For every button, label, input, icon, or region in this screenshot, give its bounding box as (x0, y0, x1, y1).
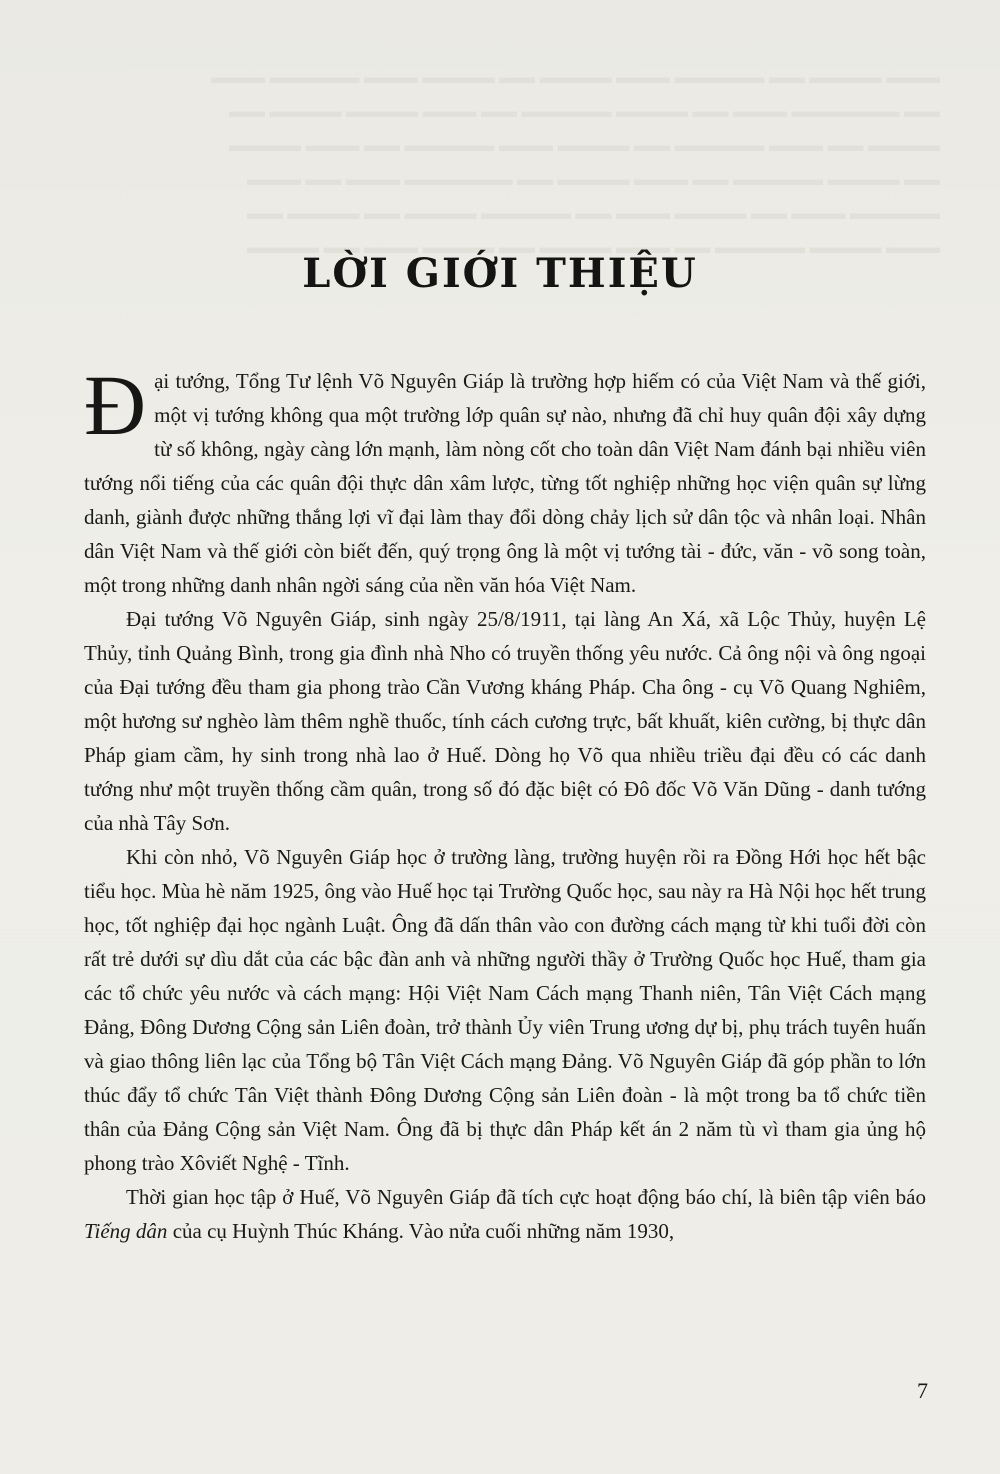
paragraph-4-text-after: của cụ Huỳnh Thúc Kháng. Vào nửa cuối những năm 1930, (167, 1219, 675, 1243)
paragraph-1 (84, 357, 926, 602)
page-title: LỜI GIỚI THIỆU (302, 250, 698, 297)
newspaper-title: Tiếng dân (84, 1219, 168, 1243)
page-number: 7 (917, 1378, 928, 1403)
paragraph-4-text-before: Thời gian học tập ở Huế, Võ Nguyên Giáp đã tích cực hoạt động báo chí, là biên tập viên báo (126, 1185, 926, 1209)
drop-cap: Đ (84, 357, 147, 453)
paragraph-4 (84, 1180, 926, 1248)
paragraph-1-text: ại tướng, Tổng Tư lệnh Võ Nguyên Giáp là trường hợp hiếm có của Việt Nam và thế giới, một vị tướng không qua một trường lớp quân sự nào, nhưng đã chỉ huy quân đội xây dựng từ số không, ngày càng lớn mạnh, làm nòng cốt cho toàn dân Việt Nam đánh bại nhiều viên tướng nổi tiếng của các quân đội thực dân xâm lược, từng tốt nghiệp những học viện quân sự lừng danh, giành được những thắng lợi vĩ đại làm thay đổi dòng chảy lịch sử dân tộc và nhân loại. Nhân dân Việt Nam và thế giới còn biết đến, quý trọng ông là một vị tướng tài - đức, văn - võ song toàn, một trong những danh nhân ngời sáng của nền văn hóa Việt Nam. (84, 369, 926, 597)
show-through-texture: ▬▬▬ ▬▬▬▬ ▬▬ ▬▬▬▬▬ ▬▬▬ ▬▬▬▬ ▬▬ ▬▬▬▬ ▬▬▬ ▬▬▬▬▬ ▬▬▬ ▬▬ ▬▬▬▬▬▬ ▬▬▬ ▬▬ ▬▬▬▬ ▬▬▬▬▬ ▬▬ ▬▬▬ ▬▬▬▬ ▬▬▬▬ ▬▬ ▬▬▬▬ ▬▬ ▬▬▬ ▬▬▬▬▬ ▬▬ ▬▬▬▬ ▬▬▬ ▬▬▬▬▬ ▬▬ ▬▬▬ ▬▬▬▬ ▬▬ ▬▬▬▬ ▬▬▬▬▬ ▬▬ ▬▬▬ ▬▬▬▬ ▬▬ ▬▬▬▬▬▬ ▬▬▬ ▬▬ ▬▬▬ ▬▬▬▬▬ ▬▬▬ ▬▬ ▬▬▬▬ ▬▬▬ ▬▬ ▬▬▬▬▬ ▬▬▬▬ ▬▬ ▬▬▬▬ ▬▬ ▬▬▬ ▬▬▬▬ ▬▬▬▬▬ ▬▬ ▬▬▬ ▬▬▬▬ ▬▬ ▬▬▬▬ ▬▬▬ ▬▬ ▬▬▬▬ (211, 67, 940, 257)
paragraph-3: Khi còn nhỏ, Võ Nguyên Giáp học ở trường làng, trường huyện rồi ra Đồng Hới học hết bậc tiểu học. Mùa hè năm 1925, ông vào Huế học tại Trường Quốc học, sau này ra Hà Nội học hết trung học, tốt nghiệp đại học ngành Luật. Ông đã dấn thân vào con đường cách mạng từ khi tuổi đời còn rất trẻ dưới sự dìu dắt của các bậc đàn anh và những người thầy ở Trường Quốc học Huế, tham gia các tổ chức yêu nước và cách mạng: Hội Việt Nam Cách mạng Thanh niên, Tân Việt Cách mạng Đảng, Đông Dương Cộng sản Liên đoàn, trở thành Ủy viên Trung ương dự bị, phụ trách tuyên huấn và giao thông liên lạc của Tổng bộ Tân Việt Cách mạng Đảng. Võ Nguyên Giáp đã góp phần to lớn thúc đẩy tổ chức Tân Việt thành Đông Dương Cộng sản Liên đoàn - là một trong ba tổ chức tiền thân của Đảng Cộng sản Việt Nam. Ông đã bị thực dân Pháp kết án 2 năm tù vì tham gia ủng hộ phong trào Xôviết Nghệ - Tĩnh. (84, 845, 926, 1175)
body-text (84, 357, 926, 1248)
paragraph-2: Đại tướng Võ Nguyên Giáp, sinh ngày 25/8/1911, tại làng An Xá, xã Lộc Thủy, huyện Lệ Thủy, tỉnh Quảng Bình, trong gia đình nhà Nho có truyền thống yêu nước. Cả ông nội và ông ngoại của Đại tướng đều tham gia phong trào Cần Vương kháng Pháp. Cha ông - cụ Võ Quang Nghiêm, một hương sư nghèo làm thêm nghề thuốc, tính cách cương trực, bất khuất, kiên cường, bị thực dân Pháp giam cầm, hy sinh trong nhà lao ở Huế. Dòng họ Võ qua nhiều triều đại đều có các danh tướng như một truyền thống cầm quân, trong số đó đặc biệt có Đô đốc Võ Văn Dũng - danh tướng của nhà Tây Sơn. (84, 607, 926, 835)
